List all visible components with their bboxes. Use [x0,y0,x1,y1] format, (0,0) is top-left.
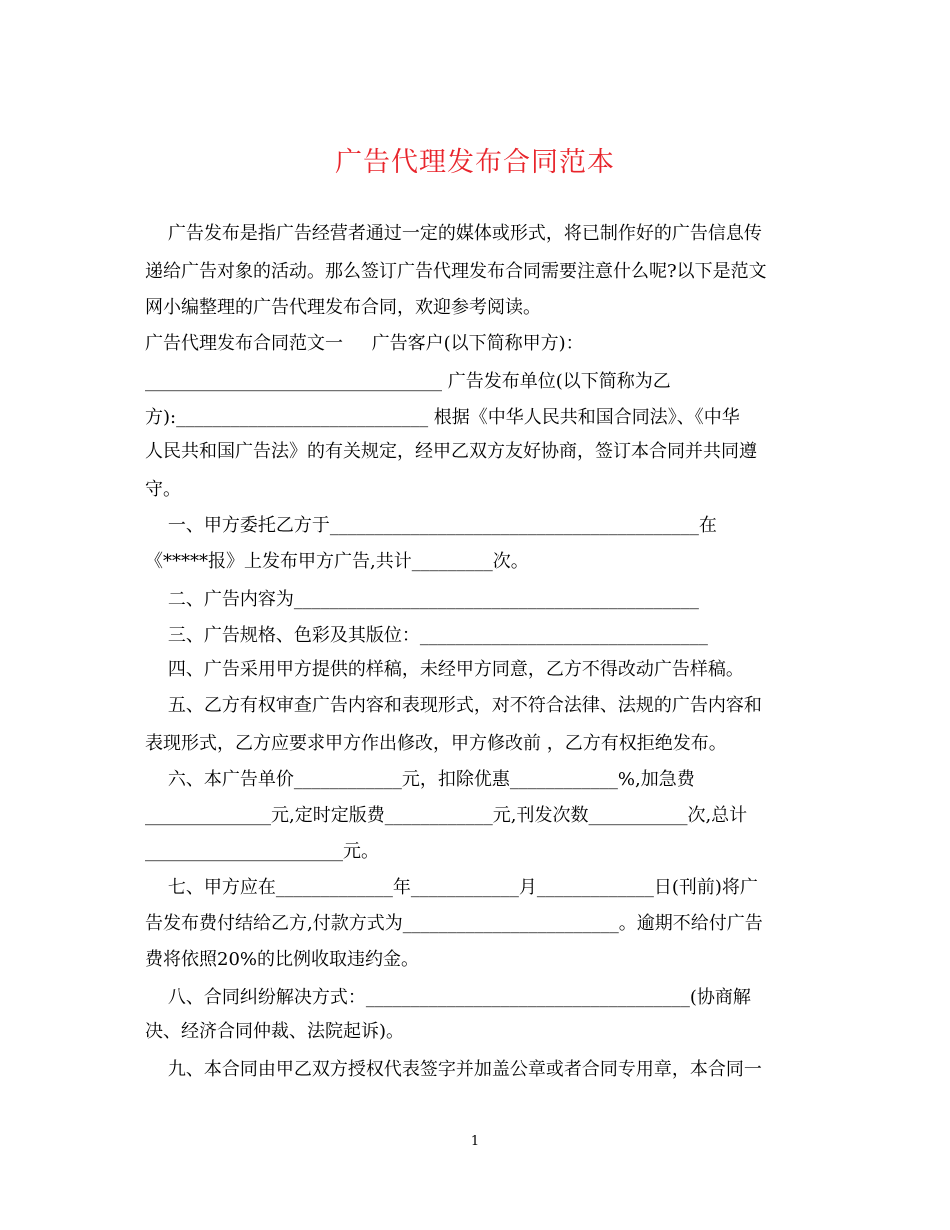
document-title: 广告代理发布合同范本 [335,147,615,178]
body-line: 四、广告采用甲方提供的样稿，未经甲方同意，乙方不得改动广告样稿。 [145,659,744,680]
body-line: 三、广告规格、色彩及其版位：________________________________ [145,625,708,646]
body-line: 二、广告内容为_____________________________________________ [145,589,699,610]
body-line: ______________元,定时定版费____________元,刊发次数___________次,总计 [145,805,748,826]
body-line: 九、本合同由甲乙双方授权代表签字并加盖公章或者合同专用章，本合同一 [145,1059,762,1080]
body-line: 七、甲方应在_____________年____________月_____________日(刊前)将广 [145,877,758,898]
body-line: 五、乙方有权审查广告内容和表现形式，对不符合法律、法规的广告内容和 [145,695,762,716]
body-line: ______________________元。 [145,841,379,862]
body-line: 《*****报》上发布甲方广告,共计_________次。 [145,551,529,572]
body-line: 八、合同纠纷解决方式：____________________________________(协商解 [145,987,751,1008]
body-line: 费将依照20%的比例收取违约金。 [145,949,420,970]
body-line: 六、本广告单价____________元，扣除优惠____________%,加急费 [145,769,695,790]
body-line: 递给广告对象的活动。那么签订广告代理发布合同需要注意什么呢?以下是范文 [145,261,767,282]
body-line: 守。 [145,479,181,500]
body-line: 人民共和国广告法》的有关规定，经甲乙双方友好协商，签订本合同并共同遵 [145,441,757,462]
body-line: 方):____________________________ 根据《中华人民共和国合同法》、《中华 [145,407,740,428]
body-line: 表现形式，乙方应要求甲方作出修改，甲方修改前 ，乙方有权拒绝发布。 [145,733,727,754]
page-number: 1 [470,1134,480,1149]
body-line: _________________________________ 广告发布单位(以下简称为乙 [145,371,671,392]
body-line: 告发布费付结给乙方,付款方式为________________________。逾期不给付广告 [145,913,763,934]
body-line: 网小编整理的广告代理发布合同，欢迎参考阅读。 [145,297,541,318]
body-line: 决、经济合同仲裁、法院起诉)。 [145,1021,405,1042]
body-line: 广告代理发布合同范文一 广告客户(以下简称甲方)： [145,333,584,354]
body-line: 广告发布是指广告经营者通过一定的媒体或形式，将已制作好的广告信息传 [145,223,762,244]
body-line: 一、甲方委托乙方于_________________________________________在 [145,515,717,536]
